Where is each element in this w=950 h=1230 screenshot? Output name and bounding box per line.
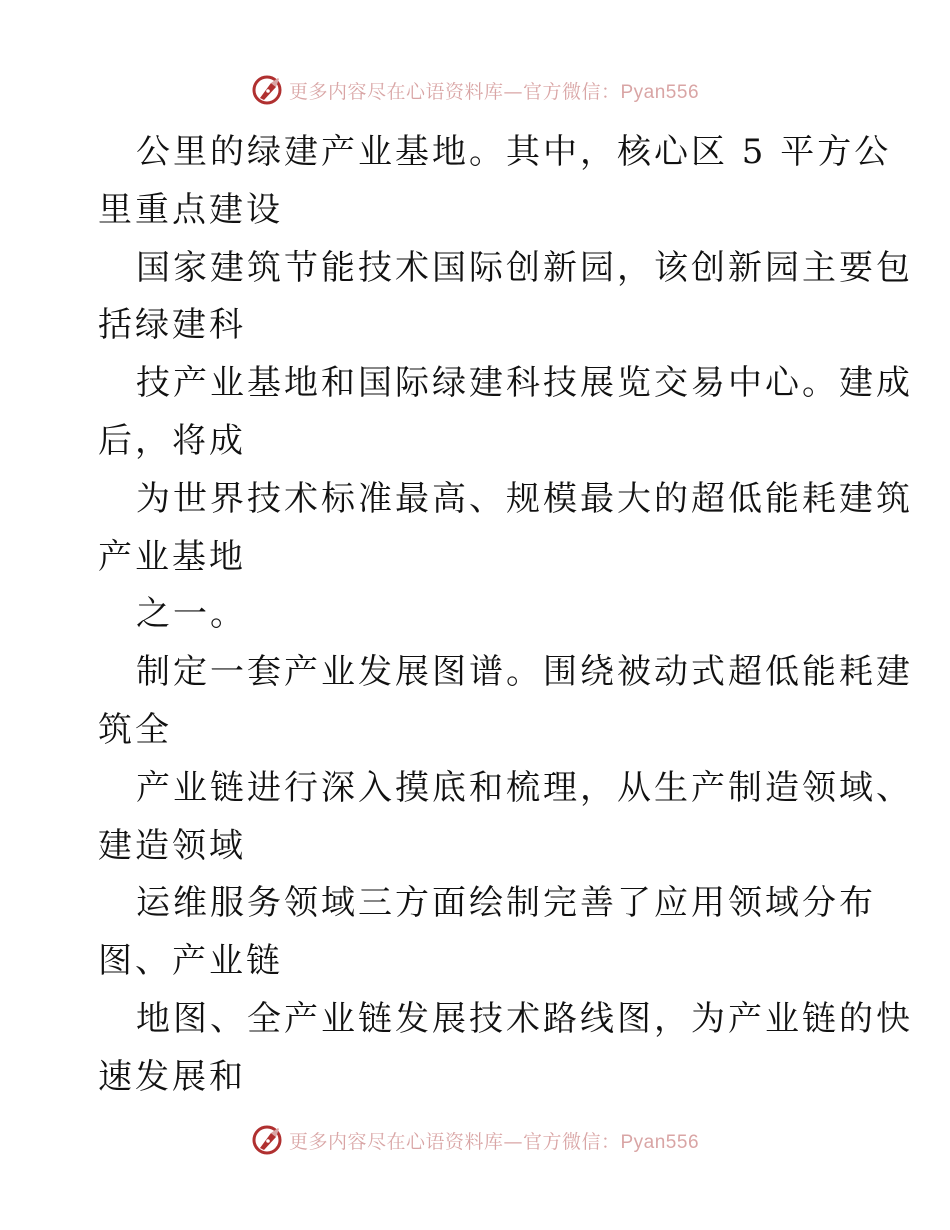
pen-nib-circle-icon <box>251 1124 283 1156</box>
text-line: 运维服务领域三方面绘制完善了应用领域分布 <box>136 883 876 924</box>
text-line: 括绿建科 <box>98 305 246 346</box>
text-line: 图、产业链 <box>98 941 283 982</box>
text-line: 里重点建设 <box>98 189 283 230</box>
text-line: 产业链进行深入摸底和梳理，从生产制造领域、 <box>136 767 913 808</box>
text-line: 产业基地 <box>98 536 246 577</box>
document-body <box>98 124 913 1107</box>
text-line: 公里的绿建产业基地。其中，核心区 5 平方公 <box>136 132 892 172</box>
text-line: 建造领域 <box>98 825 246 866</box>
header-banner-text: 更多内容尽在心语资料库—官方微信：Pyan556 <box>288 80 700 103</box>
text-line: 速发展和 <box>98 1056 246 1097</box>
text-line: 地图、全产业链发展技术路线图，为产业链的快 <box>136 998 913 1039</box>
text-line: 国家建筑节能技术国际创新园，该创新园主要包 <box>136 247 913 288</box>
text-line: 为世界技术标准最高、规模最大的超低能耗建筑 <box>136 478 913 519</box>
footer-banner-text: 更多内容尽在心语资料库—官方微信：Pyan556 <box>288 1130 700 1153</box>
text-line: 技产业基地和国际绿建科技展览交易中心。建成 <box>136 363 913 404</box>
header-watermark-banner <box>0 72 950 108</box>
pen-nib-circle-icon <box>251 74 283 106</box>
text-line: 制定一套产业发展图谱。围绕被动式超低能耗建 <box>136 652 913 693</box>
footer-watermark-banner <box>0 1122 950 1158</box>
text-line: 筑全 <box>98 709 172 750</box>
text-line: 之一。 <box>136 594 247 635</box>
text-line: 后，将成 <box>98 420 246 461</box>
